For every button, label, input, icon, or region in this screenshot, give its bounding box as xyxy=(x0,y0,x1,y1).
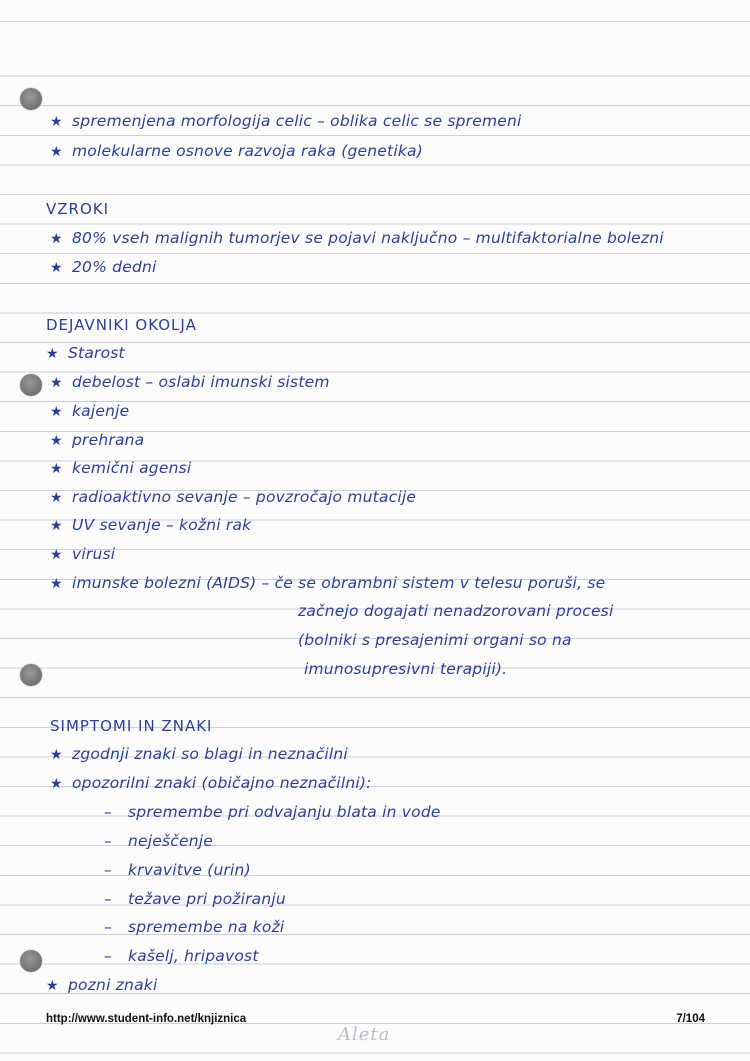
star-bullet-icon: ★ xyxy=(50,231,63,247)
star-bullet-icon: ★ xyxy=(46,978,59,994)
star-bullet-icon: ★ xyxy=(50,747,63,763)
dash-bullet-icon: – xyxy=(104,918,112,936)
note-line: ★ 20% dedni xyxy=(50,258,157,276)
sub-note-line: – neješčenje xyxy=(104,832,214,850)
footer-url[interactable]: http://www.student-info.net/knjiznica xyxy=(46,1013,247,1025)
note-line: ★ imunske bolezni (AIDS) – če se obrambni sistem v telesu poruši, se xyxy=(50,574,606,592)
note-line: ★ zgodnji znaki so blagi in neznačilni xyxy=(50,745,348,763)
note-line: ★ prehrana xyxy=(50,431,145,449)
section-heading-simptomi: SIMPTOMI IN ZNAKI xyxy=(50,717,213,735)
page-number: 7/104 xyxy=(676,1013,705,1025)
note-line: ★ kajenje xyxy=(50,402,130,420)
star-bullet-icon: ★ xyxy=(50,490,63,506)
dash-bullet-icon: – xyxy=(104,803,112,821)
punch-hole xyxy=(20,88,42,110)
aleta-logo: Aleta xyxy=(338,1024,391,1045)
dash-bullet-icon: – xyxy=(104,890,112,908)
note-line: ★ spremenjena morfologija celic – oblika celic se spremeni xyxy=(50,112,522,130)
sub-note-line: – spremembe na koži xyxy=(104,918,285,936)
note-line-continued: začnejo dogajati nenadzorovani procesi xyxy=(298,602,614,620)
note-line-continued: (bolniki s presajenimi organi so na xyxy=(298,631,572,649)
star-bullet-icon: ★ xyxy=(46,346,59,362)
punch-hole xyxy=(20,664,42,686)
note-line: ★ Starost xyxy=(46,344,125,362)
sub-note-line: – kašelj, hripavost xyxy=(104,947,259,965)
star-bullet-icon: ★ xyxy=(50,404,63,420)
dash-bullet-icon: – xyxy=(104,947,112,965)
dash-bullet-icon: – xyxy=(104,861,112,879)
star-bullet-icon: ★ xyxy=(50,375,63,391)
note-line: ★ molekularne osnove razvoja raka (genetika) xyxy=(50,142,423,160)
star-bullet-icon: ★ xyxy=(50,461,63,477)
note-line: ★ pozni znaki xyxy=(46,976,158,994)
dash-bullet-icon: – xyxy=(104,832,112,850)
punch-hole xyxy=(20,374,42,396)
note-line: ★ UV sevanje – kožni rak xyxy=(50,516,252,534)
note-line: ★ 80% vseh malignih tumorjev se pojavi naključno – multifaktorialne bolezni xyxy=(50,229,664,247)
note-line: ★ radioaktivno sevanje – povzročajo mutacije xyxy=(50,488,417,506)
sub-note-line: – težave pri požiranju xyxy=(104,890,286,908)
note-line-continued: imunosupresivni terapiji). xyxy=(304,660,508,678)
star-bullet-icon: ★ xyxy=(50,576,63,592)
sub-note-line: – spremembe pri odvajanju blata in vode xyxy=(104,803,441,821)
star-bullet-icon: ★ xyxy=(50,776,63,792)
note-line: ★ kemični agensi xyxy=(50,459,192,477)
star-bullet-icon: ★ xyxy=(50,114,63,130)
sub-note-line: – krvavitve (urin) xyxy=(104,861,251,879)
star-bullet-icon: ★ xyxy=(50,260,63,276)
section-heading-vzroki: VZROKI xyxy=(46,200,110,218)
star-bullet-icon: ★ xyxy=(50,518,63,534)
note-line: ★ opozorilni znaki (običajno neznačilni): xyxy=(50,774,372,792)
note-line: ★ debelost – oslabi imunski sistem xyxy=(50,373,330,391)
star-bullet-icon: ★ xyxy=(50,547,63,563)
star-bullet-icon: ★ xyxy=(50,144,63,160)
section-heading-dejavniki: DEJAVNIKI OKOLJA xyxy=(46,316,197,334)
note-line: ★ virusi xyxy=(50,545,116,563)
star-bullet-icon: ★ xyxy=(50,433,63,449)
punch-hole xyxy=(20,950,42,972)
